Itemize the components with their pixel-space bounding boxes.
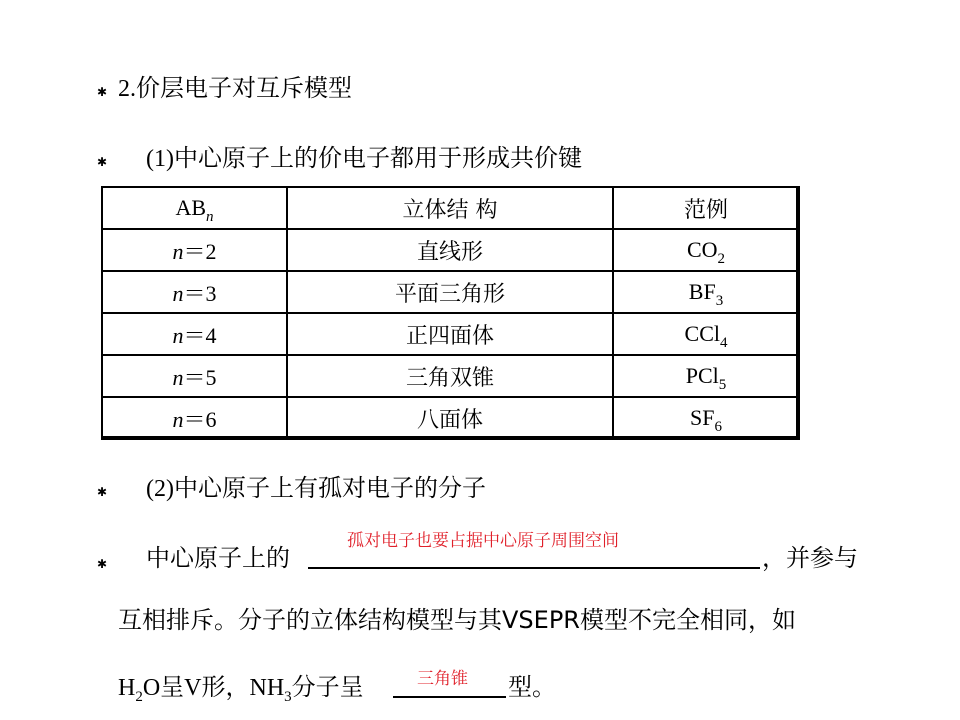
section1-number: (1): [146, 146, 174, 172]
formula-sub: 2: [717, 251, 726, 267]
section2-number: (2): [146, 476, 174, 502]
n-var: n: [172, 322, 184, 348]
n-eq: ＝3: [183, 280, 217, 306]
n-eq: ＝2: [183, 238, 217, 264]
formula-sub: 3: [715, 293, 724, 309]
cell-formula: [613, 355, 799, 397]
vsepr-table: [101, 186, 800, 440]
header-ab-text: AB: [175, 195, 207, 220]
formula-sub: 4: [719, 335, 728, 351]
formula-h: H: [118, 675, 136, 701]
heading: [118, 73, 352, 104]
formula-text: BF: [688, 279, 716, 304]
cell-n: [102, 355, 287, 397]
cell-formula: [613, 313, 799, 355]
table-row: [102, 229, 799, 271]
cell-n: [102, 229, 287, 271]
n-eq: ＝4: [183, 322, 217, 348]
answer-blank1: 孤对电子也要占据中心原子周围空间: [347, 531, 619, 550]
cell-shape: 八面体: [287, 397, 613, 439]
formula-text: CO: [686, 237, 718, 262]
heading-number: 2.: [118, 76, 136, 102]
para-line1-end: ，并参与: [762, 544, 858, 572]
section2-title: 中心原子上有孤对电子的分子: [173, 474, 486, 502]
cell-formula: [613, 229, 799, 271]
cell-shape: 正四面体: [287, 313, 613, 355]
formula-sub: 5: [718, 377, 727, 393]
section1-heading: [146, 143, 582, 174]
bullet-icon: ✱: [97, 557, 108, 571]
para-line3-end: 型。: [508, 673, 556, 701]
bullet-icon: ✱: [97, 85, 108, 99]
header-structure: 立体结 构: [287, 187, 613, 229]
cell-formula: [613, 271, 799, 313]
para-line2: [118, 605, 796, 635]
cell-n: [102, 271, 287, 313]
cell-shape: 直线形: [287, 229, 613, 271]
section2-heading: [146, 473, 486, 504]
table-header-row: [102, 187, 799, 229]
para-line1-start: 中心原子上的: [146, 544, 290, 572]
formula-nh-sub: 3: [284, 689, 292, 705]
fill-blank-2: [393, 696, 506, 698]
formula-text: PCl: [685, 363, 719, 388]
formula-text: SF: [690, 405, 715, 430]
n-var: n: [172, 238, 184, 264]
n-var: n: [172, 364, 184, 390]
table-row: [102, 397, 799, 439]
table-row: [102, 313, 799, 355]
formula-h-sub: 2: [135, 689, 143, 705]
n-eq: ＝6: [183, 406, 217, 432]
cell-shape: 平面三角形: [287, 271, 613, 313]
table-row: [102, 271, 799, 313]
formula-text: CCl: [684, 321, 720, 346]
formula-o-text: O呈V形，NH: [142, 675, 285, 701]
header-ab-sub: n: [206, 209, 214, 225]
table-row: [102, 355, 799, 397]
heading-title: 价层电子对互斥模型: [136, 74, 352, 102]
section1-title: 中心原子上的价电子都用于形成共价键: [173, 144, 582, 172]
n-var: n: [172, 406, 184, 432]
fill-blank-1: [308, 567, 760, 569]
formula-sub: 6: [714, 419, 722, 435]
cell-n: [102, 313, 287, 355]
bullet-icon: ✱: [97, 485, 108, 499]
para-line2-text: 互相排斥。分子的立体结构模型与其VSEPR模型不完全相同，如: [118, 606, 796, 634]
header-example: 范例: [613, 187, 799, 229]
n-var: n: [172, 280, 184, 306]
para-line3-mid: 分子呈: [291, 673, 364, 701]
header-abn: [102, 187, 287, 229]
n-eq: ＝5: [183, 364, 217, 390]
cell-shape: 三角双锥: [287, 355, 613, 397]
bullet-icon: ✱: [97, 155, 108, 169]
cell-n: [102, 397, 287, 439]
cell-formula: [613, 397, 799, 439]
para-line3-formula: [118, 672, 364, 703]
answer-blank2: 三角锥: [417, 669, 468, 688]
